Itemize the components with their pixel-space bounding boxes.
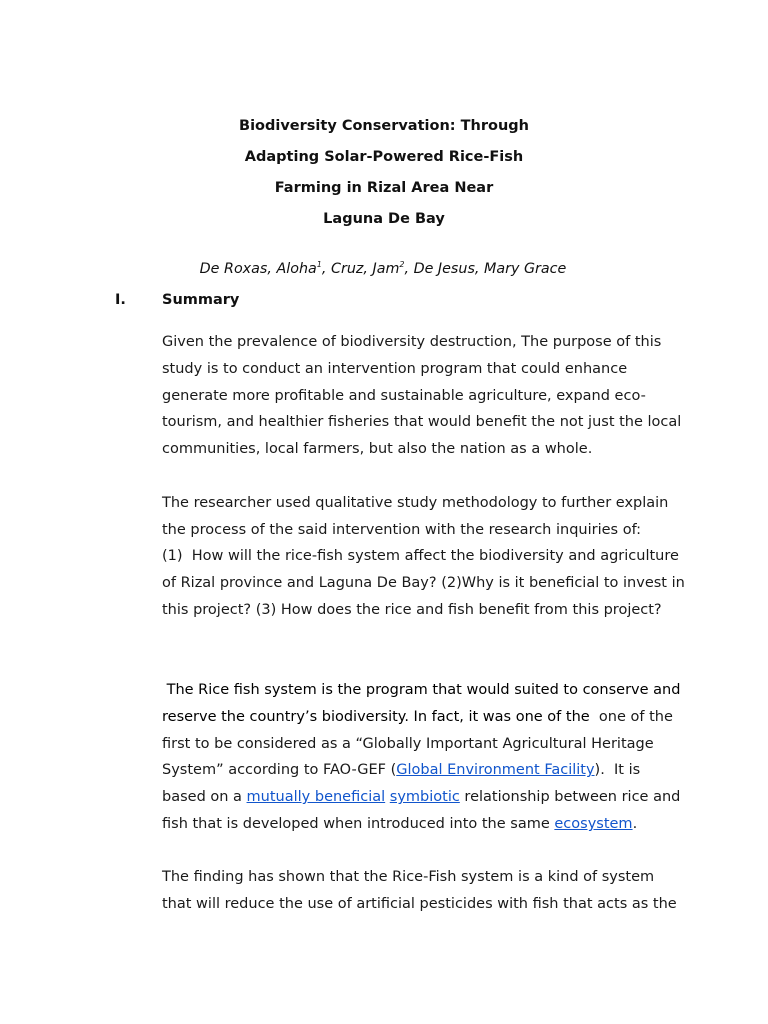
paragraph-3-text: reserve the country’s biodiversity. In fact, it was one of the bbox=[162, 709, 595, 725]
title-line-2: Adapting Solar-Powered Rice-Fish bbox=[244, 149, 524, 165]
author-2-affiliation: 2 bbox=[399, 260, 405, 269]
paragraph-1-line: tourism, and healthier fisheries that would benefit the not just the local bbox=[162, 414, 682, 430]
paragraph-3-line bbox=[162, 761, 640, 779]
paragraph-1-line: communities, local farmers, but also the nation as a whole. bbox=[162, 441, 593, 457]
paragraph-3-text: fish that is developed when introduced into the same bbox=[162, 816, 555, 832]
section-heading: Summary bbox=[162, 292, 240, 308]
title-line-1: Biodiversity Conservation: Through bbox=[239, 118, 529, 134]
title-line-4: Laguna De Bay bbox=[323, 211, 445, 227]
author-1: De Roxas, Aloha bbox=[199, 261, 317, 277]
link-symbiotic[interactable]: symbiotic bbox=[389, 789, 460, 805]
author-2: , Cruz, Jam bbox=[321, 261, 400, 277]
paragraph-3-line bbox=[162, 815, 637, 833]
paragraph-3-line bbox=[162, 788, 680, 806]
link-mutually-beneficial[interactable]: mutually beneficial bbox=[246, 789, 386, 805]
paragraph-2-line: the process of the said intervention with the research inquiries of: bbox=[162, 522, 642, 538]
paragraph-4-line: that will reduce the use of artificial pesticides with fish that acts as the bbox=[162, 896, 677, 912]
link-global-environment-facility[interactable]: Global Environment Facility bbox=[396, 762, 595, 778]
paragraph-2-line: of Rizal province and Laguna De Bay? (2)Why is it beneficial to invest in bbox=[162, 575, 685, 591]
link-ecosystem[interactable]: ecosystem bbox=[554, 816, 633, 832]
paragraph-2-line: The researcher used qualitative study methodology to further explain bbox=[162, 495, 669, 511]
paragraph-1-line: Given the prevalence of biodiversity destruction, The purpose of this bbox=[162, 334, 662, 350]
paragraph-3-line: The Rice fish system is the program that would suited to conserve and bbox=[162, 682, 681, 698]
paragraph-3-text: System” according to FAO-GEF ( bbox=[162, 762, 397, 778]
authors-line bbox=[0, 260, 766, 278]
author-3: , De Jesus, Mary Grace bbox=[404, 261, 567, 277]
paragraph-1-line: generate more profitable and sustainable agriculture, expand eco- bbox=[162, 388, 646, 404]
section-number: I. bbox=[115, 292, 126, 308]
paragraph-4-line: The finding has shown that the Rice-Fish system is a kind of system bbox=[162, 869, 655, 885]
paragraph-3-text: one of the bbox=[594, 709, 673, 725]
paragraph-3-line: first to be considered as a “Globally Important Agricultural Heritage bbox=[162, 736, 654, 752]
author-1-affiliation: 1 bbox=[316, 260, 322, 269]
paragraph-3-text: relationship between rice and bbox=[459, 789, 681, 805]
paragraph-2-line: this project? (3) How does the rice and fish benefit from this project? bbox=[162, 602, 662, 618]
paragraph-3-text: ). It is bbox=[594, 762, 641, 778]
paragraph-1-line: study is to conduct an intervention program that could enhance bbox=[162, 361, 628, 377]
title-line-3: Farming in Rizal Area Near bbox=[274, 180, 494, 196]
paragraph-2-line: (1) How will the rice-fish system affect the biodiversity and agriculture bbox=[162, 548, 679, 564]
paragraph-3-text: . bbox=[632, 816, 638, 832]
paragraph-3-text: based on a bbox=[162, 789, 247, 805]
paragraph-3-line bbox=[162, 708, 673, 726]
